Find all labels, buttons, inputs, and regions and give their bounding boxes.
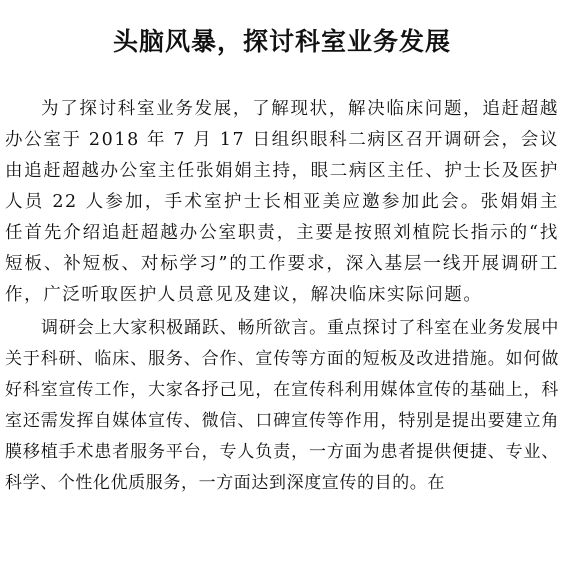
paragraph-1: 为了探讨科室业务发展，了解现状，解决临床问题，追赶超越办公室于 2018 年 7 月 17 日组织眼科二病区召开调研会，会议由追赶超越办公室主任张娟娟主持，眼二病区主任、护士长及医护人员 22 人参加，手术室护士长相亚美应邀参加此会。张娟娟主任首先介绍追赶超越办公室职责，主要是按照刘植院长指示的“找短板、补短板、对标学习”的工作要求，深入基层一线开展调研工作，广泛听取医护人员意见及建议，解决临床实际问题。	[5, 99, 559, 305]
article-body	[5, 94, 559, 499]
article-title: 头脑风暴，探讨科室业务发展	[112, 27, 451, 56]
paragraph-2: 调研会上大家积极踊跃、畅所欲言。重点探讨了科室在业务发展中关于科研、临床、服务、合作、宣传等方面的短板及改进措施。如何做好科室宣传工作，大家各抒己见，在宣传科利用媒体宣传的基础上，科室还需发挥自媒体宣传、微信、口碑宣传等作用，特别是提出要建立角膜移植手术患者服务平台，专人负责，一方面为患者提供便捷、专业、科学、个性化优质服务，一方面达到深度宣传的目的。在	[5, 318, 559, 493]
